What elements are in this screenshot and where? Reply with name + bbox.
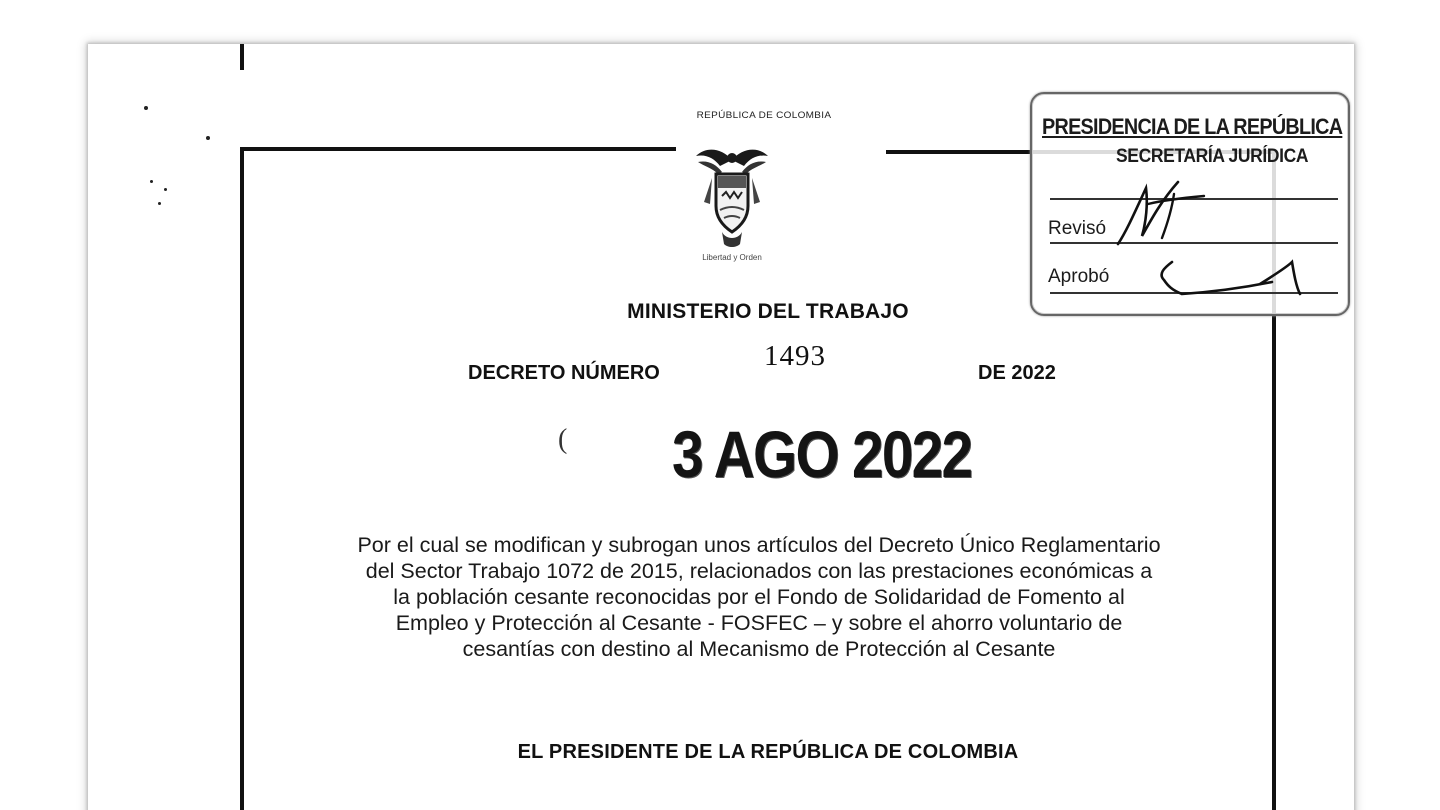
decree-year: DE 2022 bbox=[978, 362, 1056, 384]
decree-page bbox=[88, 44, 1354, 810]
president-heading: EL PRESIDENTE DE LA REPÚBLICA DE COLOMBIA bbox=[517, 741, 1019, 763]
aprobo-signature-icon bbox=[1142, 254, 1342, 304]
approval-stamp bbox=[1030, 92, 1350, 316]
ministry-title: MINISTERIO DEL TRABAJO bbox=[627, 300, 909, 323]
decree-number: 1493 bbox=[764, 340, 826, 372]
frame-left bbox=[240, 147, 244, 810]
scan-speck bbox=[144, 106, 148, 110]
coat-of-arms-icon bbox=[692, 140, 772, 250]
header-republic: REPÚBLICA DE COLOMBIA bbox=[696, 110, 832, 121]
aprobo-label: Aprobó bbox=[1048, 266, 1110, 287]
summary-line: la población cesante reconocidas por el Fondo de Solidaridad de Fomento al bbox=[393, 585, 1125, 609]
decree-label: DECRETO NÚMERO bbox=[468, 362, 660, 384]
scan-speck bbox=[206, 136, 210, 140]
reviso-signature-icon bbox=[1112, 174, 1222, 254]
stamp-title: PRESIDENCIA DE LA REPÚBLICA bbox=[1042, 114, 1343, 139]
stamp-subtitle: SECRETARÍA JURÍDICA bbox=[1116, 146, 1309, 167]
scan-speck bbox=[150, 180, 153, 183]
summary-line: cesantías con destino al Mecanismo de Protección al Cesante bbox=[462, 637, 1056, 661]
open-paren: ( bbox=[558, 424, 568, 455]
scan-mark bbox=[240, 44, 244, 70]
summary-line: Por el cual se modifican y subrogan unos artículos del Decreto Único Reglamentario bbox=[357, 533, 1161, 557]
date-stamp: 3 AGO 2022 bbox=[672, 417, 972, 491]
summary-line: Empleo y Protección al Cesante - FOSFEC – y sobre el ahorro voluntario de bbox=[395, 611, 1123, 635]
scan-speck bbox=[158, 202, 161, 205]
summary-line: del Sector Trabajo 1072 de 2015, relacionados con las prestaciones económicas a bbox=[365, 559, 1153, 583]
decree-summary bbox=[254, 532, 1264, 662]
frame-top-left bbox=[240, 147, 676, 151]
coat-motto: Libertad y Orden bbox=[702, 253, 762, 262]
scan-speck bbox=[164, 188, 167, 191]
reviso-label: Revisó bbox=[1048, 218, 1107, 239]
